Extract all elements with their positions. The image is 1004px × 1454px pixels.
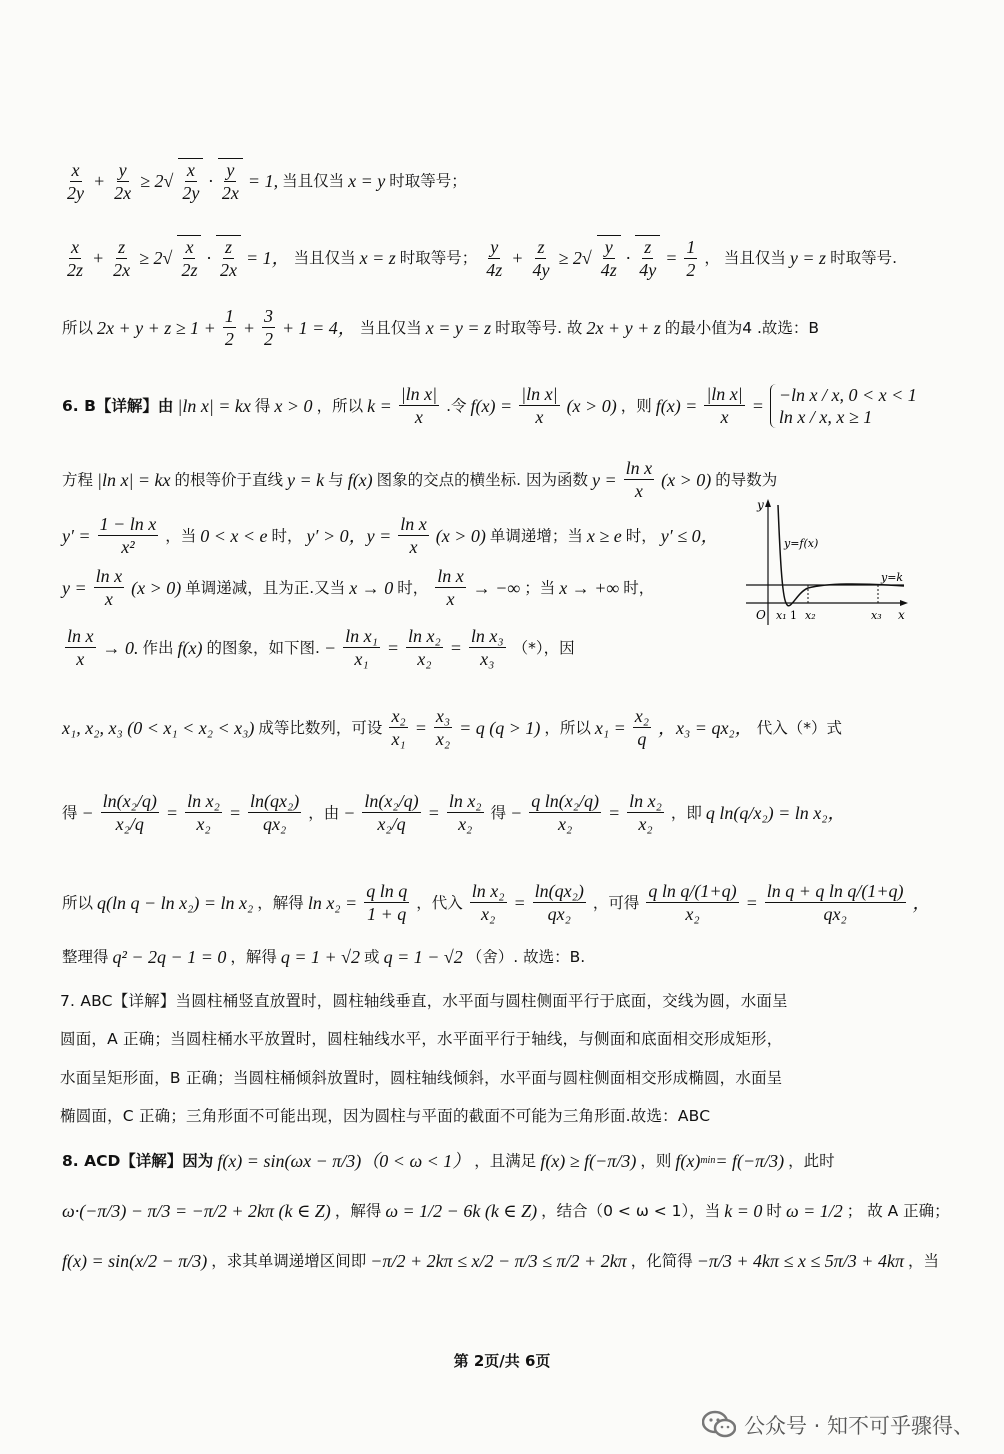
text: 所以 bbox=[62, 318, 94, 337]
question-6-heading: 6. B【详解】由 bbox=[62, 396, 174, 415]
text: ，则 bbox=[620, 396, 652, 415]
text: 当且仅当 bbox=[282, 172, 345, 190]
text: 时取等号； bbox=[389, 172, 467, 190]
text: 时取等号； bbox=[399, 249, 478, 267]
text: 时， bbox=[397, 578, 429, 597]
text: ，则 bbox=[640, 1152, 672, 1170]
text: （*），因 bbox=[512, 638, 575, 657]
text: 成等比数列，可设 bbox=[258, 718, 383, 737]
text: 当且仅当 bbox=[359, 318, 422, 337]
origin-label: O bbox=[756, 608, 766, 622]
text: 作出 bbox=[142, 638, 174, 657]
text: ，求其单调递增区间即 bbox=[211, 1252, 367, 1270]
text: ，化简得 bbox=[630, 1252, 693, 1270]
curve-label: y=f(x) bbox=[784, 537, 819, 550]
one-label: 1 bbox=[790, 609, 797, 622]
q7-line-2 bbox=[60, 1028, 964, 1050]
text: ，解得 bbox=[257, 893, 304, 912]
q7-line-3 bbox=[60, 1067, 964, 1089]
page-footer: 第 2页/共 6页 bbox=[453, 1352, 551, 1370]
text: 与 bbox=[328, 470, 344, 489]
q6-line-4: y = $\frac{\text{ln x}}{x}$ (x > 0) 单调递减，且为正.又当 x → 0 时， ln x x → −∞ ；当 x → +∞ 时， bbox=[62, 566, 655, 609]
equation-line-2: x 2z + $\frac{z}{2x}$ ≥ 2√ x 2z · $\frac{z}{2x}$ = 1， 当且仅当 x = z 时取等号； y 4z + $\frac{z}{4y}$ ≥ 2√ y 4z · $\frac{z}{4y}$ = $\frac{1}{2}$ ， 当且仅当 y = z 时取等号. bbox=[67, 236, 897, 280]
text: .令 bbox=[446, 396, 467, 415]
x-axis-label: x bbox=[898, 608, 905, 622]
text: 单调递增；当 bbox=[489, 526, 583, 545]
text: ，解得 bbox=[230, 948, 277, 966]
q6-line-9: 整理得 q² − 2q − 1 = 0 ，解得 q = 1 + √2 或 q = 1 − √2 （舍）. 故选：B. bbox=[62, 947, 586, 967]
text: ，解得 bbox=[334, 1202, 382, 1220]
q6-line-8: 所以 q(ln q − ln x₂) = ln x₂ ，解得 ln x₂ = $\frac{\text{q ln q}}{1 + q}$ ，代入 $\frac{\text{ln x₂}}{\text{x₂}}$ = $\frac{\text{ln(qx₂)}}{\text{qx₂}}$ ，可得 $\frac{\text{q ln q/(1+q)}}{\text{x₂}}$ = $\frac{\text{ln q + q ln q/(1+q)}}{\text{qx₂}}$ ， bbox=[62, 881, 931, 924]
line-label: y=k bbox=[881, 571, 904, 584]
q7-line-1 bbox=[60, 990, 964, 1012]
text: 得 bbox=[62, 803, 78, 822]
text: ，即 bbox=[670, 803, 702, 822]
text: 的图象，如下图. bbox=[206, 638, 320, 657]
text: 7. ABC【详解】当圆柱桶竖直放置时，圆柱轴线垂直，水平面与圆柱侧面平行于底面，交线为圆，水面呈 bbox=[60, 992, 788, 1010]
wechat-icon bbox=[702, 1410, 736, 1440]
text: ，当 bbox=[165, 526, 197, 545]
text: 时取等号. bbox=[830, 249, 897, 267]
text: ，由 bbox=[308, 803, 340, 822]
question-8-heading: 8. ACD【详解】因为 bbox=[62, 1152, 214, 1170]
text: ，此时 bbox=[788, 1152, 835, 1170]
y-axis-label: y bbox=[757, 498, 764, 512]
text: 时， bbox=[623, 578, 655, 597]
watermark bbox=[702, 1410, 974, 1440]
text: 单调递减，且为正.又当 bbox=[185, 578, 346, 597]
text: ； 故 A 正确； bbox=[846, 1202, 950, 1220]
text: 椭圆面，C 正确；三角形面不可能出现，因为圆柱与平面的截面不可能为三角形面.故选：ABC bbox=[60, 1107, 711, 1125]
function-graph bbox=[738, 495, 908, 630]
equation-line-1: x 2y + $\frac{y}{2x}$ ≥ 2√ x 2y · $\frac{y}{2x}$ = 1, 当且仅当 x = y 时取等号； bbox=[67, 159, 467, 203]
text: 图象的交点的横坐标. 因为函数 bbox=[376, 470, 589, 489]
text: ，所以 bbox=[316, 396, 364, 415]
text: 时， bbox=[625, 526, 657, 545]
text: （舍）. 故选：B. bbox=[466, 948, 586, 966]
q7-line-4 bbox=[60, 1105, 964, 1127]
q6-line-7: 得 − $\frac{\text{ln(x₂/q)}}{\text{x₂/q}}$ = $\frac{\text{ln x₂}}{\text{x₂}}$ = $\frac{\text{ln(qx₂)}}{\text{qx₂}}$ ，由 − $\frac{\text{ln(x₂/q)}}{\text{x₂/q}}$ = $\frac{\text{ln x₂}}{\text{x₂}}$ 得 − $\frac{\text{q ln(x₂/q)}}{\text{x₂}}$ = $\frac{\text{ln x₂}}{\text{x₂}}$ ，即 q ln(q/x₂) = ln x₂， bbox=[62, 791, 846, 834]
q6-line-6: x₁, x₂, x₃ (0 < x₁ < x₂ < x₃) 成等比数列，可设 $\frac{\text{x₂}}{\text{x₁}}$ = $\frac{\text{x₃}}{\text{x₂}}$ = q (q > 1) ，所以 x₁ = $\frac{\text{x₂}}{q}$ ，x₃ = qx₂， 代入（*）式 bbox=[62, 706, 842, 749]
text: 代入（*）式 bbox=[756, 718, 842, 737]
text: 所以 bbox=[62, 893, 94, 912]
text: 得 bbox=[254, 396, 271, 415]
q8-line-1: 8. ACD【详解】因为 f(x) = sin(ωx − π/3)（0 < ω < 1） ，且满足 f(x) ≥ f(−π/3) ，则 f(x) min = f(−π/3) ，此时 bbox=[62, 1151, 835, 1171]
text: 当且仅当 bbox=[293, 249, 356, 267]
q6-line-3: y′ = $\frac{\text{1 − ln x}}{\text{x²}}$ ，当 0 < x < e 时， y′ > 0，y = $\frac{\text{ln x}}{x}$ (x > 0) 单调递增；当 x ≥ e 时， y′ ≤ 0， bbox=[62, 514, 719, 557]
text: 的最小值为4 .故选：B bbox=[664, 318, 820, 337]
x3-label: x₃ bbox=[871, 609, 882, 622]
text: ，结合（0 < ω < 1），当 bbox=[541, 1202, 721, 1220]
text: 的导数为 bbox=[715, 470, 778, 489]
curve-f bbox=[778, 505, 904, 606]
text: ，可得 bbox=[592, 893, 640, 912]
watermark-text: 公众号 · 知不可乎骤得、 bbox=[743, 1414, 974, 1438]
text: ，所以 bbox=[544, 718, 591, 737]
q8-line-2: ω·(−π/3) − π/3 = −π/2 + 2kπ (k ∈ Z) ，解得 ω = 1/2 − 6k (k ∈ Z) ，结合（0 < ω < 1），当 k = 0 时 ω = 1/2 ； 故 A 正确； bbox=[62, 1201, 950, 1221]
text: 得 bbox=[490, 803, 507, 822]
text: 整理得 bbox=[62, 948, 109, 966]
text: 当且仅当 bbox=[723, 249, 786, 267]
text: ；当 bbox=[524, 578, 556, 597]
text: 的根等价于直线 bbox=[174, 470, 284, 489]
text: 时取等号. 故 bbox=[495, 318, 583, 337]
text: 时 bbox=[766, 1202, 782, 1220]
q8-line-3: f(x) = sin(x/2 − π/3) ，求其单调递增区间即 −π/2 + 2kπ ≤ x/2 − π/3 ≤ π/2 + 2kπ ，化简得 −π/3 + 4kπ ≤ x ≤ 5π/3 + 4kπ ，当 bbox=[62, 1251, 939, 1271]
text: 或 bbox=[364, 948, 380, 966]
q6-line-2: 方程 |ln x| = kx 的根等价于直线 y = k 与 f(x) 图象的交点的横坐标. 因为函数 y = $\frac{\text{ln x}}{x}$ (x > 0) 的导数为 bbox=[62, 458, 778, 501]
text: 圆面，A 正确；当圆柱桶水平放置时，圆柱轴线水平，水平面平行于轴线，与侧面和底面相交形成矩形， bbox=[60, 1030, 783, 1048]
text: 方程 bbox=[62, 470, 94, 489]
text: ，当 bbox=[907, 1252, 939, 1270]
q6-line-5: ln x x → 0. 作出 f(x) 的图象，如下图. − $\frac{\text{ln x₁}}{\text{x₁}}$ = $\frac{\text{ln x₂}}{\text{x₂}}$ = $\frac{\text{ln x₃}}{\text{x₃}}$ （*），因 bbox=[67, 626, 575, 669]
equation-line-3: 所以 2x + y + z ≥ 1 + $\frac{1}{2}$ + $\frac{3}{2}$ + 1 = 4， 当且仅当 x = y = z 时取等号. 故 2x + y + z 的最小值为4 .故选：B bbox=[62, 306, 820, 349]
x2-label: x₂ bbox=[805, 609, 816, 622]
text: ，且满足 bbox=[474, 1152, 537, 1170]
x1-label: x₁ bbox=[776, 609, 787, 622]
text: 时， bbox=[271, 526, 303, 545]
q6-line-1: 6. B【详解】由 |ln x| = kx 得 x > 0 ，所以 k = $\frac{\text{|ln x|}}{x}$ .令 f(x) = $\frac{\text{|ln x|}}{x}$ (x > 0) ，则 f(x) = $\frac{\text{|ln x|}}{x}$ = −ln x / x, 0 < x < 1 ln x / x, x ≥ 1 bbox=[62, 384, 917, 427]
text: 水面呈矩形面，B 正确；当圆柱桶倾斜放置时，圆柱轴线倾斜，水平面与圆柱侧面相交形成椭圆，水面呈 bbox=[60, 1069, 783, 1087]
text: ，代入 bbox=[416, 893, 463, 912]
